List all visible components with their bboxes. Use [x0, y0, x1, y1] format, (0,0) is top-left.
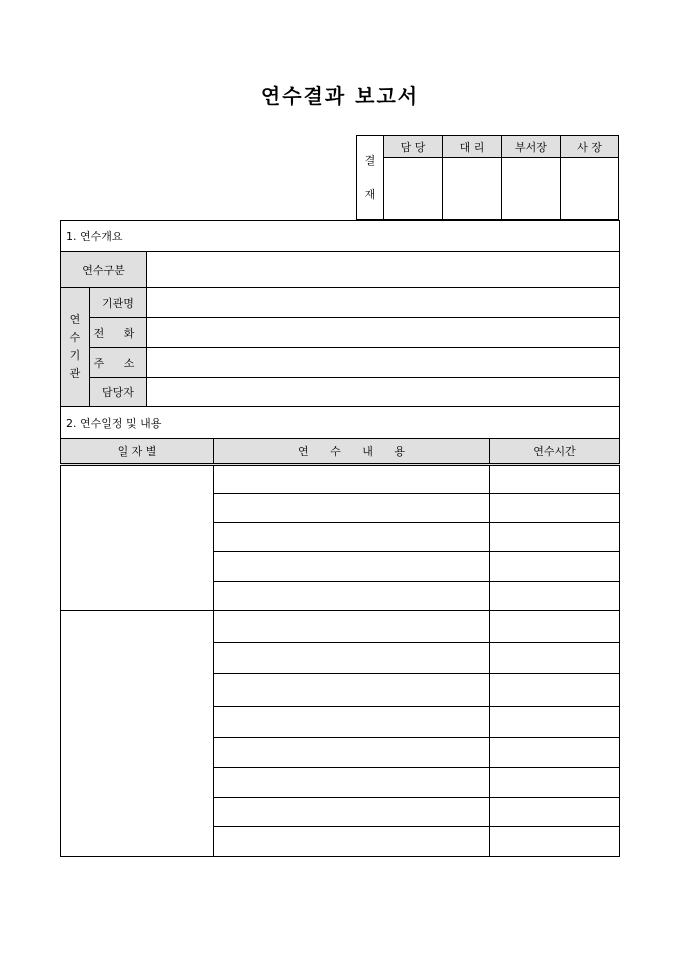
hours-cell[interactable]: [490, 582, 620, 611]
content-cell[interactable]: [214, 465, 490, 494]
approval-col-president: 사 장: [561, 136, 619, 158]
sign-box-dept-head[interactable]: [502, 158, 561, 220]
org-phone-field[interactable]: [147, 318, 620, 348]
page-title: 연수결과 보고서: [260, 84, 420, 108]
content-cell[interactable]: [214, 552, 490, 582]
content-cell[interactable]: [214, 582, 490, 611]
approval-col-deputy: 대 리: [443, 136, 502, 158]
content-cell[interactable]: [214, 674, 490, 707]
overview-table: [60, 220, 620, 407]
hours-cell[interactable]: [490, 707, 620, 738]
approval-table: [356, 135, 619, 220]
org-address-field[interactable]: [147, 348, 620, 378]
schedule-table: [60, 406, 620, 857]
hours-cell[interactable]: [490, 798, 620, 827]
hours-cell[interactable]: [490, 643, 620, 674]
content-cell[interactable]: [214, 523, 490, 552]
date-cell[interactable]: [61, 465, 214, 611]
hours-cell[interactable]: [490, 738, 620, 768]
hours-cell[interactable]: [490, 827, 620, 857]
hours-cell[interactable]: [490, 674, 620, 707]
approval-col-staff: 담 당: [384, 136, 443, 158]
org-phone-label: 전 화: [90, 318, 147, 348]
org-name-label: 기관명: [90, 288, 147, 318]
hours-cell[interactable]: [490, 611, 620, 643]
org-contact-label: 담당자: [90, 378, 147, 407]
col-content-header: 연 수 내 용: [214, 439, 490, 465]
col-date-header: 일 자 별: [61, 439, 214, 465]
sign-box-deputy[interactable]: [443, 158, 502, 220]
hours-cell[interactable]: [490, 523, 620, 552]
approval-label: 결 재: [357, 136, 384, 220]
col-hours-header: 연수시간: [490, 439, 620, 465]
approval-col-dept-head: 부서장: [502, 136, 561, 158]
content-cell[interactable]: [214, 768, 490, 798]
content-cell[interactable]: [214, 494, 490, 523]
content-cell[interactable]: [214, 827, 490, 857]
sign-box-staff[interactable]: [384, 158, 443, 220]
sign-box-president[interactable]: [561, 158, 619, 220]
content-cell[interactable]: [214, 643, 490, 674]
org-group-label: 연 수 기 관: [61, 288, 90, 407]
hours-cell[interactable]: [490, 552, 620, 582]
org-address-label: 주 소: [90, 348, 147, 378]
hours-cell[interactable]: [490, 494, 620, 523]
section1-heading: 1. 연수개요: [61, 221, 620, 252]
hours-cell[interactable]: [490, 768, 620, 798]
section2-heading: 2. 연수일정 및 내용: [61, 407, 620, 439]
content-cell[interactable]: [214, 798, 490, 827]
org-contact-field[interactable]: [147, 378, 620, 407]
content-cell[interactable]: [214, 738, 490, 768]
date-cell[interactable]: [61, 611, 214, 857]
category-field[interactable]: [147, 252, 620, 288]
content-cell[interactable]: [214, 611, 490, 643]
hours-cell[interactable]: [490, 465, 620, 494]
category-label: 연수구분: [61, 252, 147, 288]
content-cell[interactable]: [214, 707, 490, 738]
org-name-field[interactable]: [147, 288, 620, 318]
